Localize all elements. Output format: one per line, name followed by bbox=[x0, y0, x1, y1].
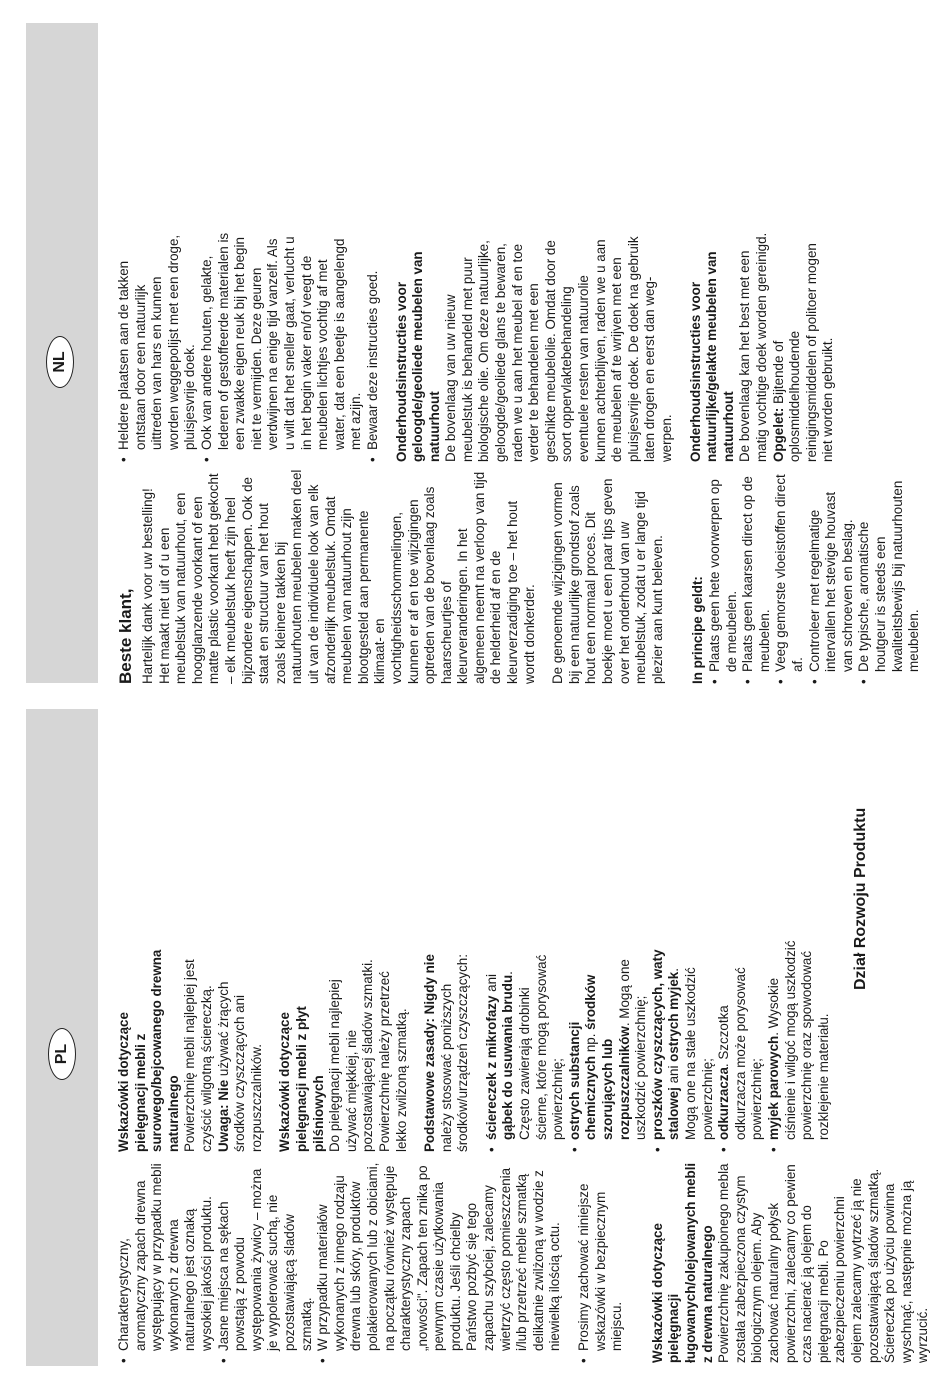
pl-column-2 bbox=[116, 940, 832, 1152]
nl-principle-list bbox=[707, 469, 923, 684]
list-item: • Charakterystyczny, aromatyczny zapach drewna występujący w przypadku mebli wykonanych z drewna naturalnego jest oznaką wysokiej jakości produktu. bbox=[116, 1159, 216, 1363]
nl-intro: Hartelijk dank voor uw bestelling! Het maakt niet uit of u een meubelstuk van natuurhout, een hoogglanzende voorkant of een matte plastic voorkant hebt gekocht – elk meubelstuk heeft zijn heel bijzondere eigenschappen. Ook de staat en structuur van het hout zoals kleinere takken bij natuurhouten meubelen maken deel uit van de individuele look van elk afzonderlijk meubelstuk. Omdat meubelen van natuurhout zijn blootgesteld aan permanente klimaat- en vochtigheidsschommelingen, kunnen er af en toe wijzigingen optreden van de bovenlaag zoals haarscheurtjes of kleurveranderingen. In het algemeen neemt na verloop van tijd de helderheid af en de kleurverzadiging toe – het hout wordt donkerder. bbox=[140, 469, 537, 684]
list-item: • Heldere plaatsen aan de takken ontstaan door een natuurlijk uittreden van hars en kunnen worden weggepolijst met een droge, pluisjesvrije doek. bbox=[116, 230, 199, 462]
pl-board-text: Do pielęgnacji mebli najlepiej używać miękkiej, nie pozostawiającej śladów szmatki. Powierzchnię należy przetrzeć lekko zwilżoną szmatką. bbox=[327, 959, 409, 1152]
pl-tips-list bbox=[116, 1159, 564, 1363]
nl-caution bbox=[771, 230, 837, 462]
language-badge-nl: NL bbox=[46, 336, 74, 388]
nl-column-1 bbox=[116, 469, 923, 684]
nl-tips-list bbox=[116, 230, 382, 462]
pl-rules-label: Podstawowe zasady: Nigdy nie bbox=[422, 954, 438, 1152]
pl-never-list bbox=[484, 940, 832, 1152]
list-item: • Ook van andere houten, gelakte, lederen of gestoffeerde materialen is een zwakke eigen reuk bij het begin niet te vermijden. Deze geuren verdwijnen na enige tijd vanzelf. Als u wilt dat het sneller gaat, verlucht u in het begin vaker en/of veegt de meubelen lichtjes vochtig af met water, dat een beetje is aangelengd met azijn. bbox=[199, 230, 365, 462]
pl-signature: Dział Rozwoju Produktu bbox=[852, 807, 869, 990]
list-item: • De typische, aromatische houtgeur is steeds een kwaliteitsbewijs bij natuurhouten meubelen. bbox=[856, 469, 922, 684]
list-item: • ostrych substancji chemicznych np. środków szorujących lub rozpuszczalników. Mogą one uszkodzić powierzchnię; bbox=[567, 940, 650, 1152]
list-item: • ściereczek z mikrofazy ani gąbek do usuwania brudu. Często zawierają drobinki ścierne, które mogą porysować powierzchnię; bbox=[484, 940, 567, 1152]
list-item: • Prosimy zachować niniejsze wskazówki w bezpiecznym miejscu. bbox=[576, 1159, 626, 1363]
language-badge-pl: PL bbox=[48, 1028, 76, 1080]
nl-caution-text: Bijtende of oplosmiddelhoudende reinigingsmiddelen of politoer mogen niet worden gebruikt. bbox=[770, 243, 836, 462]
pl-raw-warning-label: Uwaga: Nie bbox=[215, 1079, 231, 1152]
list-item: • Plaats geen kaarsen direct op de meubelen. bbox=[740, 469, 773, 684]
list-item: • W przypadku materiałów wykonanych z innego rodzaju drewna lub skóry, produktów polakierowanych lub z obiciami, na początku również występuje charakterystyczny zapach „nowości". Zapach ten znika po pewnym czasie użytkowania produktu. Jeśli chcielby Państwo pozbyć się tego zapachu szybciej, zalecamy wietrzyć często pomieszczenia i/lub przetrzeć meble szmatką delikatnie zwilżoną w wodzie z niewielką ilością octu. bbox=[315, 1159, 564, 1363]
list-item: • Controleer met regelmatige intervallen het stevige houvast van schroeven en beslag. bbox=[807, 469, 857, 684]
pl-raw-warning-text: używać żrących środków czyszczących ani rozpuszczalników. bbox=[215, 981, 264, 1152]
list-item: • Plaats geen hete voorwerpen op de meubelen. bbox=[707, 469, 740, 684]
pl-oiled-title: Wskazówki dotyczące pielęgnacji ługowanych/olejowanych mebli z drewna naturalnego bbox=[649, 1162, 715, 1363]
list-item: • odkurzacza. Szczotka odkurzacza może porysować powierzchnię; bbox=[716, 940, 766, 1152]
nl-principle-title: In principe geldt: bbox=[690, 576, 706, 684]
nl-lacquer-title: Onderhoudsinstructies voor natuurlijke/gelakte meubelen van natuurhout bbox=[687, 251, 736, 462]
nl-caution-label: Opgelet: bbox=[770, 407, 786, 462]
pl-oiled-text: Powierzchnię zakupionego mebla została zabezpieczona czystym biologicznym olejem. Aby zachować naturalny połysk powierzchni, zalecamy co pewien czas nacierać ją olejem do pielęgnacji mebli. Po zabezpieczeniu powierzchni olejem zalecamy wytrzeć ją nie pozostawiającą śladów szmatką. Ściereczka po użyciu powinna wyschnąć, następnie można ją wyrzucić. bbox=[716, 1163, 931, 1363]
pl-rules bbox=[422, 940, 472, 1152]
list-item: • proszków czyszczących, waty stalowej ani ostrych myjek. Mogą one na stałe uszkodzić powierzchnię; bbox=[650, 940, 716, 1152]
nl-oiled-title: Onderhoudsinstructies voor geloogde/geoliede meubelen van natuurhout bbox=[393, 251, 442, 462]
pl-board-title: Wskazówki dotyczące pielęgnacji mebli z płyt pilśniowych bbox=[277, 1006, 326, 1152]
pl-rules-text: należy stosować poniższych środków/urządzeń czyszczących: bbox=[438, 954, 471, 1152]
nl-oiled-text: De bovenlaag van uw nieuw meubelstuk is behandeld met puur biologische olie. Om deze natuurlijke, geloogde/geoliede glans te bewaren, raden we u aan het meubel af en toe verder te behandelen met een geschikte meubelolie. Omdat door de soort oppervlaktebehandeling eventuele resten van natuurolie kunnen achterblijven, raden we u aan de meubelen af te wrijven met een pluisjesvrije doek. De doek na gebruik laten drogen en eerst dan weg-werpen. bbox=[443, 236, 674, 462]
list-item: • Jasne miejsca na sękach powstają z powodu występowania żywicy – można je wypolerować suchą, nie pozostawiającą śladów szmatką. bbox=[216, 1159, 316, 1363]
list-item: • Veeg gemorste vloeistoffen direct af. bbox=[773, 469, 806, 684]
nl-changes: De genoemde wijzigingen vormen bij een natuurlijke grondstof zoals hout een normaal proces. Dit boekje moet u een paar tips geven over het onderhoud van uw meubelstuk, zodat u er lange tijd plezier aan kunt beleven. bbox=[550, 478, 665, 684]
pl-raw-warning bbox=[216, 940, 266, 1152]
nl-column-2 bbox=[116, 230, 837, 462]
nl-greeting: Beste klant, bbox=[116, 588, 135, 684]
nl-lacquer-text: De bovenlaag kan het best met een matig vochtige doek worden gereinigd. bbox=[737, 232, 769, 462]
pl-raw-title: Wskazówki dotyczące pielęgnacji mebli z surowego/bejcowanego drewna naturalnego bbox=[116, 949, 181, 1152]
pl-column-1 bbox=[116, 1159, 932, 1363]
pl-raw-text: Powierzchnię mebli najlepiej jest czyścić wilgotną ściereczką. bbox=[182, 959, 214, 1152]
list-item: • Bewaar deze instructies goed. bbox=[365, 230, 382, 462]
list-item: • myjek parowych. Wysokie ciśnienie i wilgoć mogą uszkodzić powierzchnię oraz spowodować rozklejenie materiału. bbox=[766, 940, 832, 1152]
